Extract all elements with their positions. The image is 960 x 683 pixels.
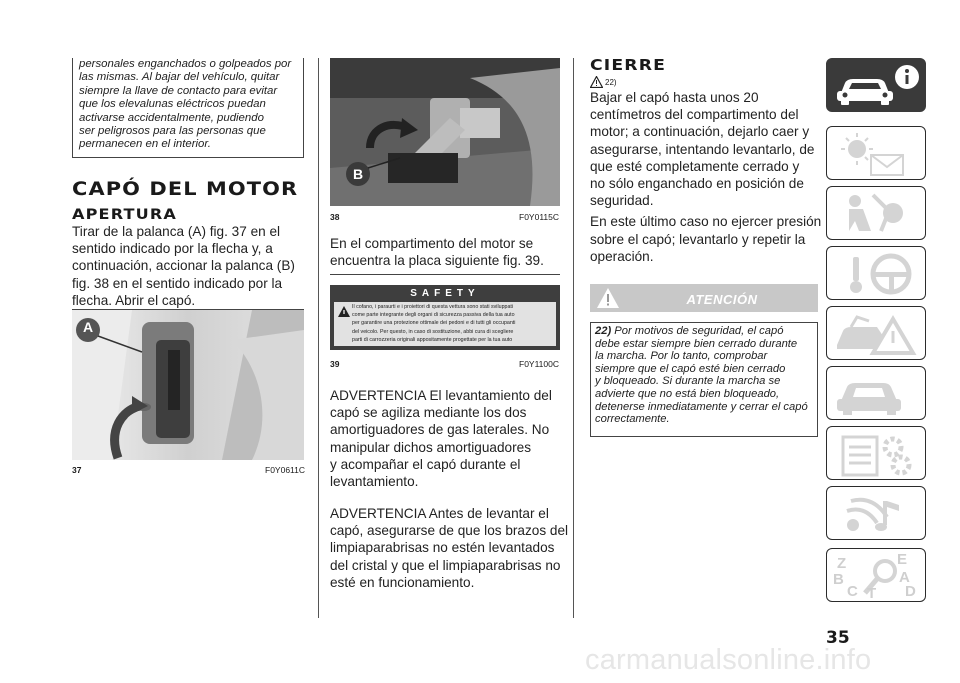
tab-car-info[interactable] [826, 58, 926, 112]
body-line: encuentra la placa siguiente fig. 39. [330, 253, 544, 269]
intro-line: activarse accidentalmente, pudiendo [79, 111, 264, 124]
index-letter: A [899, 569, 910, 586]
body-line: no sólo enganchado en posición de [590, 176, 804, 192]
body-line: del cristal y que el limpiaparabrisas no [330, 557, 561, 573]
emergency-icon [827, 307, 926, 360]
plate-text [352, 303, 556, 344]
attention-box [590, 284, 818, 437]
dashboard-lights-icon [827, 127, 926, 180]
body-line: limpiaparabrisas no estén levantados [330, 540, 555, 556]
attention-body [590, 322, 818, 437]
tab-maintenance[interactable] [826, 366, 926, 420]
body-line: motor; a continuación, dejarlo caer y [590, 124, 810, 140]
figure-38-code: F0Y0115C [519, 212, 560, 222]
figure-37-photo [72, 310, 304, 460]
index-letter: B [833, 571, 844, 588]
warning-line: advierte que no está bien bloqueado, [595, 387, 780, 400]
tab-safety[interactable] [826, 186, 926, 240]
plate-intro-text [330, 235, 570, 269]
intro-line: que los elevalunas eléctricos puedan [79, 98, 266, 111]
attention-header [590, 284, 818, 312]
body-line: capó se agiliza mediante los dos [330, 405, 527, 421]
index-letter: C [847, 583, 858, 600]
figure-38-callout-b: B [352, 166, 364, 182]
page-number: 35 [826, 628, 850, 648]
figure-38-number: 38 [330, 212, 340, 222]
starting-driving-icon [827, 247, 926, 300]
tab-index[interactable] [826, 548, 926, 602]
body-line: En este último caso no ejercer presión [590, 214, 822, 230]
intro-line: las mismas. Al bajar del vehículo, quitar [79, 71, 280, 84]
index-letter: Z [837, 555, 847, 572]
warning-line: Por motivos de seguridad, el capó [611, 325, 784, 337]
index-letter: D [905, 583, 916, 600]
figure-38-photo [330, 58, 560, 206]
warning-triangle-icon [338, 304, 350, 322]
body-line: esté en funcionamiento. [330, 574, 475, 590]
body-line: asegurarse, intentando levantarlo, de [590, 141, 815, 157]
body-line: seguridad. [590, 193, 654, 209]
body-line: Tirar de la palanca (A) fig. 37 en el [72, 224, 281, 239]
body-line: y acompañar el capó durante el [330, 456, 521, 472]
advertencia-1-text [330, 387, 570, 490]
warning-line: siempre que el capó esté bien cerrado [595, 362, 786, 375]
section-subtitle: APERTURA [72, 207, 178, 223]
tab-dashboard-lights[interactable] [826, 126, 926, 180]
plate-panel [334, 302, 556, 346]
safety-airbag-icon [827, 187, 926, 240]
plate-line: per garantire una protezione ottimale dei pedoni e di tutti gli occupanti [352, 320, 516, 327]
intro-line: siempre la llave de contacto para evitar [79, 84, 278, 97]
intro-line: personales enganchados o golpeados por [79, 58, 292, 70]
body-line: flecha. Abrir el capó. [72, 292, 196, 308]
warning-line: detenerse inmediatamente y cerrar el capó [595, 400, 808, 413]
figure-37-code: F0Y0611C [265, 465, 306, 475]
warning-line-first [595, 325, 813, 338]
warning-line: y bloqueado. Si durante la marcha se [595, 375, 781, 388]
figure-39-number: 39 [330, 359, 340, 369]
multimedia-icon [827, 487, 926, 540]
figure-37-callout-a: A [82, 319, 94, 335]
maintenance-icon [827, 367, 926, 420]
intro-warning-box [72, 58, 304, 158]
body-line: levantamiento. [330, 474, 419, 490]
body-line: Bajar el capó hasta unos 20 [590, 90, 759, 105]
cierre-ref: 22) [605, 78, 617, 87]
section-title: CAPÓ DEL MOTOR [72, 178, 299, 200]
plate-line: come parte integrante degli organi di sicurezza passiva della tua auto [352, 312, 515, 319]
warning-number: 22) [595, 325, 612, 337]
body-line: que esté completamente cerrado y [590, 158, 800, 174]
warning-line: la marcha. Por lo tanto, comprobar [595, 350, 768, 363]
figure-39-code: F0Y1100C [519, 359, 560, 369]
intro-line: permanecen en el interior. [79, 138, 211, 151]
tab-multimedia[interactable] [826, 486, 926, 540]
figure-37-number: 37 [72, 465, 82, 475]
apertura-text [72, 223, 312, 309]
intro-line: ser peligrosos para las personas que [79, 125, 266, 138]
body-line: ADVERTENCIA El levantamiento del [330, 388, 552, 403]
body-line: continuación, accionar la palanca (B) [72, 258, 295, 274]
watermark: carmanualsonline.info [585, 644, 872, 676]
tab-emergency[interactable] [826, 306, 926, 360]
tab-starting-driving[interactable] [826, 246, 926, 300]
body-line: sobre el capó; levantarlo y repetir la [590, 231, 806, 247]
body-line: fig. 38 en el sentido indicado por la [72, 275, 283, 291]
column-divider-1 [318, 58, 319, 618]
body-line: operación. [590, 248, 654, 264]
index-letter: E [897, 551, 908, 568]
body-line: sentido indicado por la flecha y, a [72, 241, 273, 257]
plate-line: del veicolo. Per questo, in caso di sostituzione, abbi cura di scegliere [352, 328, 514, 335]
cierre-title: CIERRE [590, 56, 667, 74]
cierre-text [590, 89, 825, 265]
tab-technical-data[interactable] [826, 426, 926, 480]
figure-39-top-rule [330, 274, 560, 275]
plate-title: SAFETY [410, 288, 480, 299]
body-line: En el compartimento del motor se [330, 236, 534, 251]
body-line: amortiguadores de gas laterales. No [330, 422, 550, 438]
figure-39-safety-plate [330, 285, 560, 350]
column-divider-2 [573, 58, 574, 618]
body-line: ADVERTENCIA Antes de levantar el [330, 506, 549, 521]
body-line: manipular dichos amortiguadores [330, 439, 531, 455]
car-info-icon [827, 59, 926, 112]
warning-line: debe estar siempre bien cerrado durante [595, 337, 798, 350]
advertencia-2-text [330, 505, 570, 591]
warning-line: correctamente. [595, 413, 670, 426]
body-line: centímetros del compartimento del [590, 107, 799, 123]
technical-data-icon [827, 427, 926, 480]
plate-line: Il cofano, i paraurti e i proiettori di questa vettura sono stati sviluppati [352, 304, 514, 310]
index-letter: T [867, 585, 877, 602]
attention-title: ATENCIÓN [686, 292, 758, 307]
plate-line: parti di carrozzeria originali appositamente progettate per la tua auto [352, 336, 513, 343]
body-line: capó, asegurarse de que los brazos del [330, 523, 569, 539]
